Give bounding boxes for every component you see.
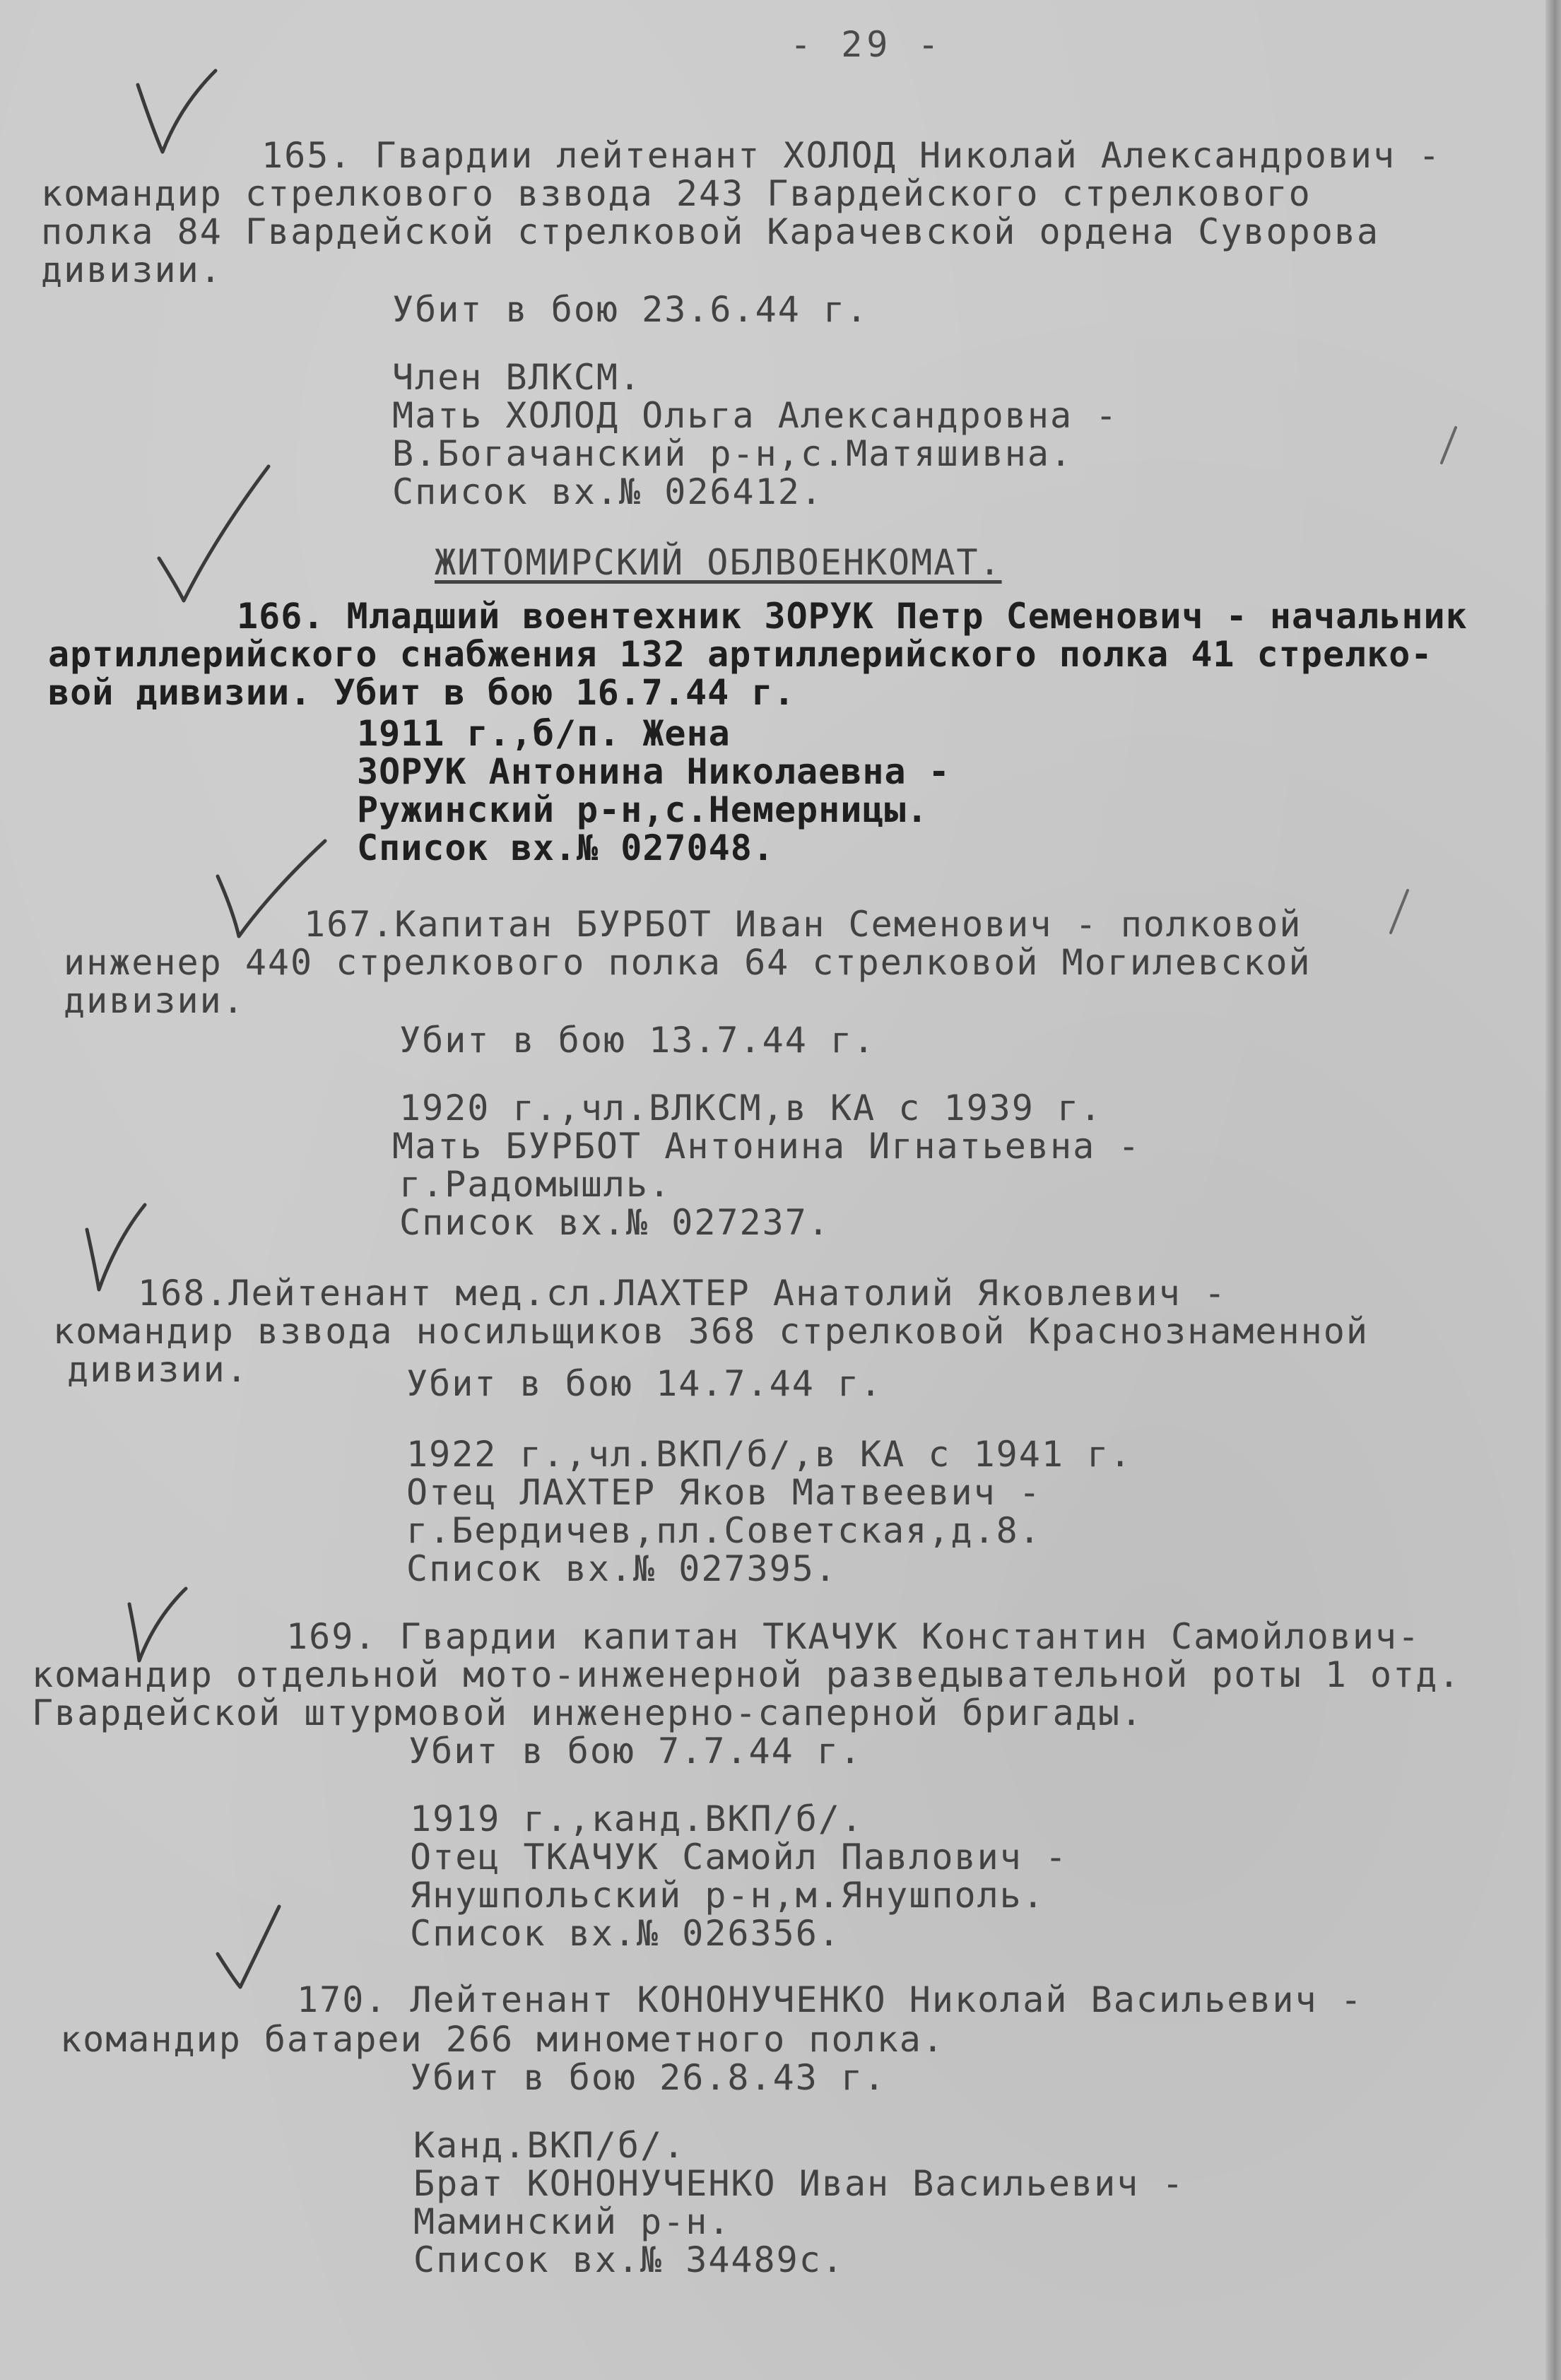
- entry-line: 170. Лейтенант КОНОНУЧЕНКО Николай Васильевич -: [297, 1979, 1363, 2020]
- entry-line: Ружинский р-н,с.Немерницы.: [357, 789, 929, 830]
- death-line: Убит в бою 26.8.43 г.: [410, 2057, 887, 2098]
- entry-line: командир отдельной мото-инженерной разведывательной роты 1 отд.: [32, 1654, 1461, 1695]
- section-heading: ЖИТОМИРСКИЙ ОБЛВОЕНКОМАТ.: [435, 542, 1002, 583]
- entry-line: В.Богачанский р-н,с.Матяшивна.: [392, 433, 1073, 474]
- entry-line: дивизии.: [67, 1349, 249, 1390]
- entry-line: 1919 г.,канд.ВКП/б/.: [410, 1798, 864, 1839]
- death-line: Убит в бою 23.6.44 г.: [392, 289, 869, 330]
- entry-line: Маминский р-н.: [413, 2201, 731, 2242]
- page-number: - 29 -: [790, 24, 943, 65]
- entry-line: 1911 г.,б/п. Жена: [357, 713, 731, 754]
- pen-stroke-icon: [1435, 424, 1463, 466]
- entry-line: Мать БУРБОТ Антонина Игнатьевна -: [392, 1126, 1141, 1167]
- list-number: Список вх.№ 34489с.: [413, 2239, 844, 2280]
- entry-line: 167.Капитан БУРБОТ Иван Семенович - полковой: [304, 904, 1302, 945]
- check-mark-icon: [152, 459, 279, 615]
- check-mark-icon: [212, 834, 332, 947]
- entry-line: полка 84 Гвардейской стрелковой Карачевской ордена Суворова: [41, 211, 1380, 252]
- entry-line: 1920 г.,чл.ВЛКСМ,в КА с 1939 г.: [399, 1088, 1103, 1129]
- entry-line: Гвардейской штурмовой инженерно-саперной бригады.: [32, 1692, 1144, 1733]
- entry-line: Брат КОНОНУЧЕНКО Иван Васильевич -: [413, 2163, 1185, 2204]
- entry-line: командир стрелкового взвода 243 Гвардейского стрелкового: [41, 173, 1312, 214]
- entry-line: ЗОРУК Антонина Николаевна -: [357, 751, 950, 792]
- entry-line: г.Бердичев,пл.Советская,д.8.: [406, 1510, 1042, 1551]
- death-line: Убит в бою 14.7.44 г.: [406, 1363, 883, 1404]
- list-number: Список вх.№ 026356.: [410, 1913, 841, 1954]
- entry-line: Мать ХОЛОД Ольга Александровна -: [392, 395, 1119, 436]
- entry-line: 169. Гвардии капитан ТКАЧУК Константин Самойлович-: [286, 1616, 1421, 1657]
- death-line: Убит в бою 13.7.44 г.: [399, 1020, 876, 1061]
- entry-line: Янушпольский р-н,м.Янушполь.: [410, 1875, 1045, 1916]
- entry-line: 165. Гвардии лейтенант ХОЛОД Николай Александрович -: [261, 135, 1442, 176]
- list-number: Список вх.№ 027048.: [357, 827, 774, 868]
- list-number: Список вх.№ 026412.: [392, 471, 823, 512]
- death-line: Убит в бою 7.7.44 г.: [408, 1731, 863, 1772]
- entry-line: г.Радомышль.: [399, 1164, 672, 1205]
- page-edge-shadow: [1545, 0, 1561, 2380]
- entry-line: артиллерийского снабжения 132 артиллерийского полка 41 стрелко-: [48, 634, 1433, 675]
- entry-line: командир батареи 266 минометного полка.: [60, 2019, 945, 2060]
- entry-line: командир взвода носильщиков 368 стрелковой Краснознаменной: [53, 1311, 1369, 1352]
- entry-line: Член ВЛКСМ.: [392, 357, 642, 398]
- list-number: Список вх.№ 027237.: [399, 1202, 830, 1243]
- entry-line: 168.Лейтенант мед.сл.ЛАХТЕР Анатолий Яковлевич -: [138, 1273, 1227, 1314]
- entry-line: 1922 г.,чл.ВКП/б/,в КА с 1941 г.: [406, 1434, 1133, 1475]
- check-mark-icon: [81, 1198, 152, 1297]
- entry-line: Отец ЛАХТЕР Яков Матвеевич -: [406, 1472, 1042, 1513]
- entry-line: инженер 440 стрелкового полка 64 стрелковой Могилевской: [64, 942, 1312, 983]
- check-mark-icon: [124, 1583, 194, 1668]
- check-mark-icon: [131, 64, 230, 163]
- list-number: Список вх.№ 027395.: [406, 1548, 837, 1589]
- entry-line: Канд.ВКП/б/.: [413, 2125, 686, 2166]
- entry-line: вой дивизии. Убит в бою 16.7.44 г.: [48, 672, 796, 713]
- pen-stroke-icon: [1385, 887, 1413, 936]
- entry-line: 166. Младший воентехник ЗОРУК Петр Семенович - начальник: [237, 596, 1468, 637]
- check-mark-icon: [212, 1901, 297, 1993]
- entry-line: дивизии.: [41, 249, 223, 290]
- entry-line: Отец ТКАЧУК Самойл Павлович -: [410, 1837, 1068, 1878]
- entry-line: дивизии.: [64, 980, 245, 1021]
